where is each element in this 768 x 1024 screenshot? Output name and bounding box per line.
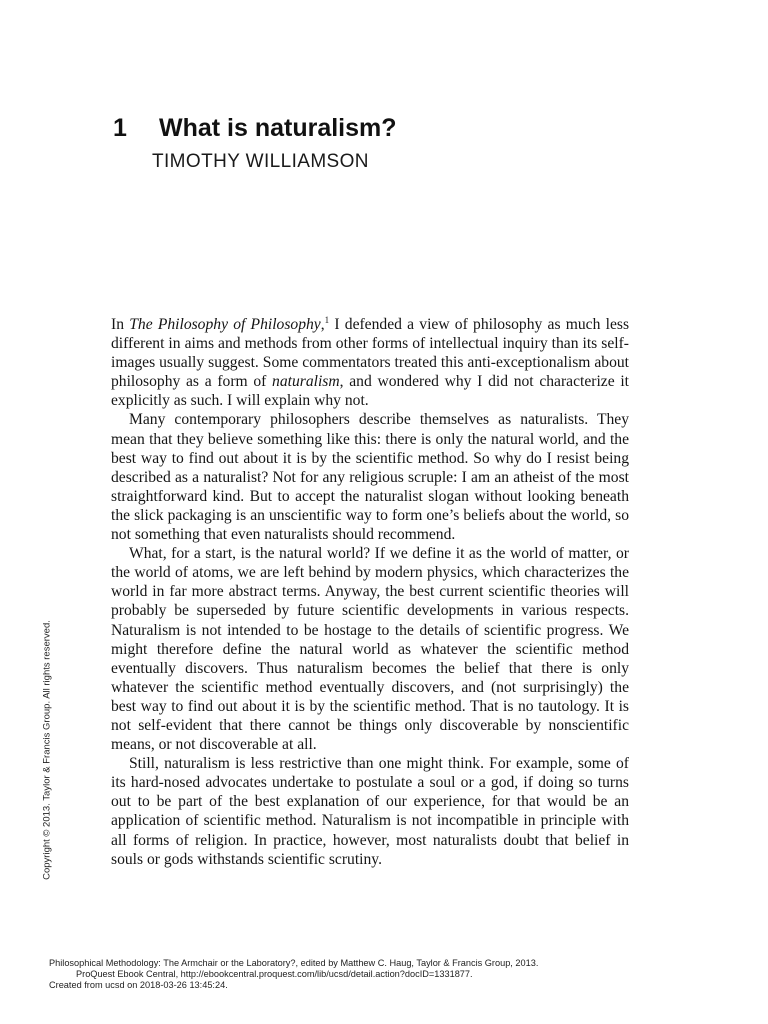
- body-text: [111, 315, 629, 869]
- footnote-marker[interactable]: 1: [324, 315, 330, 325]
- paragraph-2: Many contemporary philosophers describe themselves as naturalists. They mean that they believe something like this: there is only the natural world, and the best way to find out about it is by the scientific method. So why do I resist being described as a naturalist? Not for any religious scruple: I am an atheist of the most straightforward kind. But to accept the naturalist slogan without looking beneath the slick packaging is an unscientific way to form one’s beliefs about the world, so not something that even naturalists should recommend.: [111, 411, 629, 544]
- footer-source-link[interactable]: ProQuest Ebook Central, http://ebookcentral.proquest.com/lib/ucsd/detail.action?docID=1331877.: [76, 969, 473, 979]
- paragraph-1-end: , and wondered why I did not characterize it explicitly as such. I will explain why not.: [111, 373, 629, 410]
- paragraph-1: In The Philosophy of Philosophy,$^1$ I defended a view of philosophy as much less different in aims and methods from other forms of intellectual inquiry than its self-images usually suggest. Some commentators treated this anti-exceptionalism about philosophy as a form of naturalism, and wondered why I did not characterize it explicitly as such. I will explain why not.: [111, 315, 630, 410]
- chapter-heading: [113, 112, 633, 175]
- chapter-title-line: [113, 112, 633, 144]
- paragraph-1-text: I defended a view of philosophy as much less different in aims and methods from other forms of intellectual inquiry than its self-images usually suggest. Some commentators treated this anti-exceptionalism about philosophy as a form of: [111, 316, 630, 391]
- paragraph-4: Still, naturalism is less restrictive than one might think. For example, some of its hard-nosed advocates undertake to postulate a soul or a god, if doing so turns out to be part of the best explanation of our experience, for that would be an application of scientific method. Naturalism is not incompatible in principle with all forms of religion. In practice, however, most naturalists doubt that belief in souls or gods withstands scientific scrutiny.: [111, 755, 629, 868]
- citation-footer: [49, 958, 538, 991]
- copyright-notice: Copyright © 2013. Taylor & Francis Group. All rights reserved.: [41, 620, 53, 880]
- italic-term: naturalism: [272, 373, 340, 391]
- book-title: The Philosophy of Philosophy: [129, 316, 321, 333]
- footer-citation-line: Philosophical Methodology: The Armchair or the Laboratory?, edited by Matthew C. Haug, Taylor & Francis Group, 2013.: [49, 958, 539, 968]
- chapter-author: TIMOTHY WILLIAMSON: [152, 151, 369, 172]
- footer-created-line: Created from ucsd on 2018-03-26 13:45:24.: [49, 980, 228, 990]
- chapter-number: 1: [113, 114, 127, 142]
- chapter-title: What is naturalism?: [159, 114, 397, 142]
- paragraph-3: What, for a start, is the natural world? If we define it as the world of matter, or the world of atoms, we are left behind by modern physics, which characterizes the world in far more abstract terms. Anyway, the best current scientific theories will probably be superseded by future scientific developments in various respects. Naturalism is not intended to be hostage to the details of scientific progress. We might therefore define the natural world as whatever the scientific method eventually discovers. Thus naturalism becomes the belief that there is only whatever the scientific method eventually discovers, and (not surprisingly) the best way to find out about it is by the scientific method. That is no tautology. It is not self-evident that there cannot be things only discoverable by nonscientific means, or not discoverable at all.: [111, 545, 629, 754]
- paragraph-1-prefix: In: [111, 316, 130, 333]
